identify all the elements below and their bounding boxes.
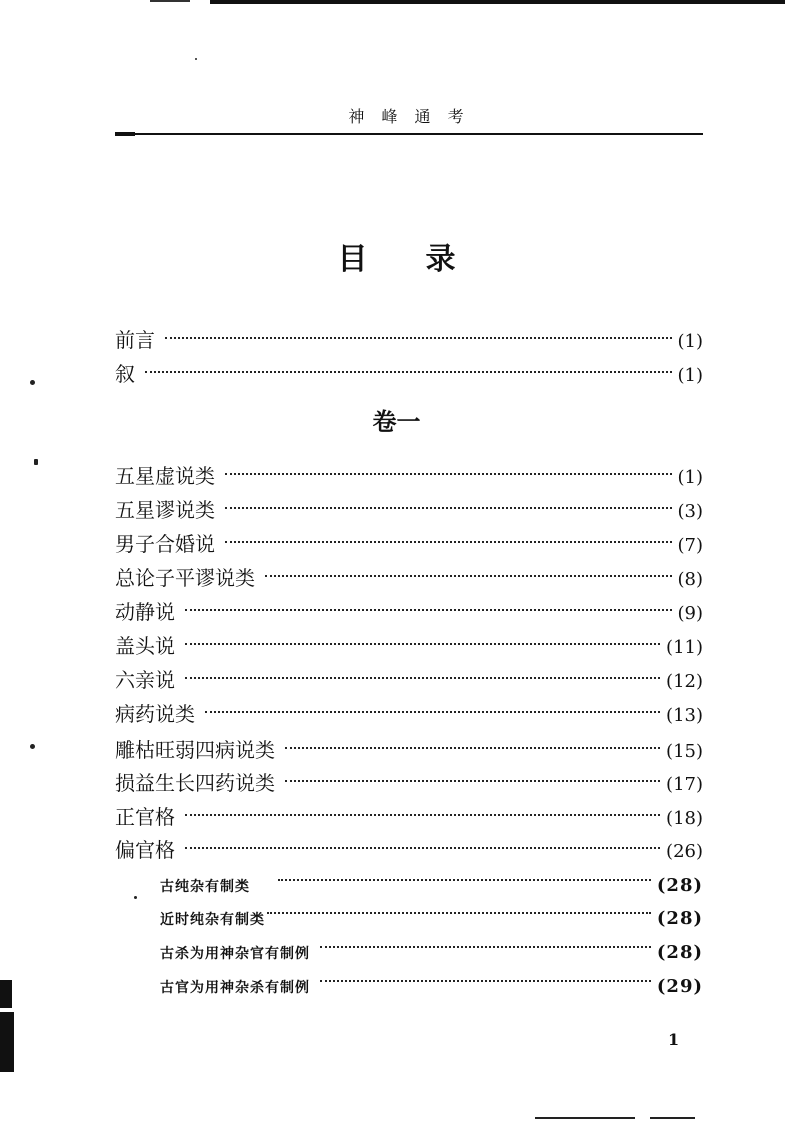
toc-sub-entry-page: (29)	[656, 976, 703, 997]
scan-edge-mark	[0, 1012, 14, 1072]
dot-leader	[225, 453, 672, 483]
scan-edge-mark	[535, 1117, 635, 1119]
dot-leader	[320, 928, 651, 958]
scan-edge-mark	[0, 980, 12, 1008]
toc-sub-entry-label: 古官为用神杂杀有制例	[160, 980, 310, 996]
toc-entry-label: 总论子平谬说类	[115, 566, 255, 590]
toc-entry-label: 雕枯旺弱四病说类	[115, 738, 275, 762]
volume-heading: 卷一	[372, 408, 421, 436]
toc-entry-page: (13)	[666, 705, 703, 726]
toc-entry-page: (9)	[677, 603, 703, 624]
dot-leader	[185, 794, 660, 824]
dot-leader	[185, 623, 660, 653]
toc-entry[interactable]	[115, 521, 703, 556]
dot-leader	[285, 727, 660, 757]
running-header: 神 峰 通 考	[348, 107, 470, 126]
dot-leader	[205, 691, 660, 721]
toc-sub-entry[interactable]	[160, 928, 703, 963]
toc-entry-page: (7)	[677, 535, 703, 556]
toc-entry-label: 正官格	[115, 805, 175, 829]
scan-speck	[30, 380, 35, 385]
toc-entry-label: 叙	[115, 362, 135, 386]
toc-entry-label: 男子合婚说	[115, 532, 215, 556]
toc-entry-page: (17)	[666, 774, 703, 795]
toc-entry[interactable]	[115, 657, 703, 692]
toc-sub-entry-label: 古纯杂有制类	[160, 879, 250, 895]
toc-entry[interactable]	[115, 794, 703, 829]
dot-leader	[165, 317, 672, 347]
toc-sub-entry[interactable]	[160, 861, 703, 896]
toc-sub-entry-page: (28)	[656, 908, 703, 929]
toc-entry-label: 病药说类	[115, 702, 195, 726]
toc-entry[interactable]	[115, 487, 703, 522]
toc-entry[interactable]	[115, 691, 703, 726]
toc-entry-preface[interactable]	[115, 317, 703, 352]
page-number: 1	[668, 1030, 680, 1049]
toc-sub-entry-page: (28)	[656, 942, 703, 963]
toc-sub-entry[interactable]	[160, 894, 703, 929]
dot-leader	[185, 589, 672, 619]
toc-sub-entry-label: 古杀为用神杂官有制例	[160, 946, 310, 962]
dot-leader	[145, 351, 672, 381]
scan-speck	[195, 58, 197, 60]
dot-leader	[265, 555, 672, 585]
toc-entry[interactable]	[115, 827, 703, 862]
toc-entry-label: 前言	[115, 328, 155, 352]
toc-title-char-1: 目	[337, 242, 368, 277]
toc-entry-page: (18)	[666, 808, 703, 829]
toc-entry-label: 五星谬说类	[115, 498, 215, 522]
scan-speck	[134, 896, 137, 899]
header-rule	[115, 133, 703, 135]
dot-leader	[225, 521, 672, 551]
dot-leader	[225, 487, 672, 517]
toc-entry[interactable]	[115, 760, 703, 795]
dot-leader	[278, 861, 651, 891]
toc-entry-page: (8)	[677, 569, 703, 590]
toc-title	[0, 234, 793, 278]
toc-entry-label: 损益生长四药说类	[115, 771, 275, 795]
toc-sub-entry-label: 近时纯杂有制类	[160, 912, 265, 928]
toc-entry-page: (1)	[677, 365, 703, 386]
toc-entry-introduction[interactable]	[115, 351, 703, 386]
dot-leader	[185, 657, 660, 687]
toc-entry[interactable]	[115, 453, 703, 488]
dot-leader	[267, 894, 651, 924]
toc-entry-label: 五星虚说类	[115, 464, 215, 488]
toc-entry-page: (1)	[677, 467, 703, 488]
toc-sub-entry[interactable]	[160, 962, 703, 997]
toc-entry-page: (15)	[666, 741, 703, 762]
toc-title-char-2: 录	[425, 242, 456, 277]
toc-entry-page: (12)	[666, 671, 703, 692]
dot-leader	[320, 962, 651, 992]
toc-entry[interactable]	[115, 555, 703, 590]
toc-entry[interactable]	[115, 623, 703, 658]
toc-entry[interactable]	[115, 589, 703, 624]
dot-leader	[185, 827, 660, 857]
toc-entry-label: 动静说	[115, 600, 175, 624]
toc-entry-page: (3)	[677, 501, 703, 522]
toc-entry-label: 盖头说	[115, 634, 175, 658]
toc-sub-entry-page: (28)	[656, 875, 703, 896]
top-edge-rule	[210, 0, 785, 4]
toc-entry-label: 偏官格	[115, 838, 175, 862]
scan-edge-mark	[150, 0, 190, 2]
toc-entry-page: (11)	[666, 637, 703, 658]
toc-entry-page: (1)	[677, 331, 703, 352]
toc-entry-label: 六亲说	[115, 668, 175, 692]
scan-speck	[30, 744, 35, 749]
toc-entry[interactable]	[115, 727, 703, 762]
dot-leader	[285, 760, 660, 790]
scan-edge-mark	[650, 1117, 695, 1119]
toc-entry-page: (26)	[666, 841, 703, 862]
scan-speck	[34, 459, 38, 465]
